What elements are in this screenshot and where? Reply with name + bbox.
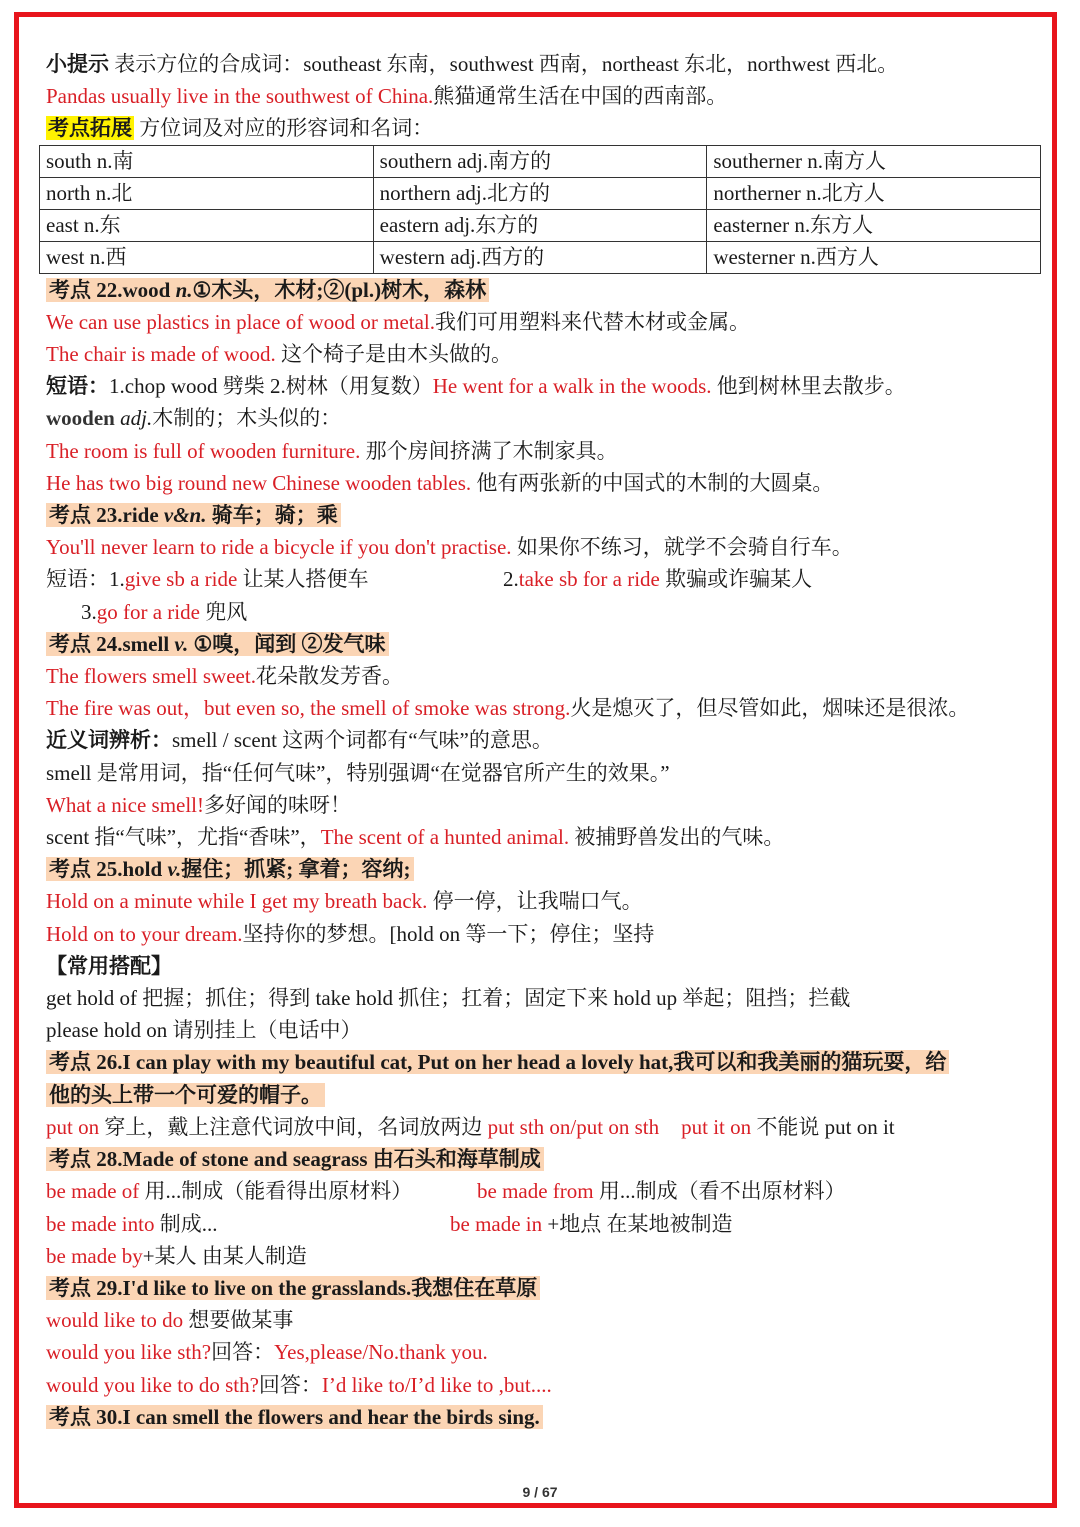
phrase-col-1 [46,1208,450,1240]
wooden-cn: 木制的；木头似的： [152,406,342,431]
tip-text: 表示方位的合成词：southeast 东南，southwest 西南，northeast 东北，northwest 西北。 [109,52,899,76]
phrase-example-en: He went for a walk in the woods. [432,374,712,399]
point-26-heading-2 [46,1079,1041,1111]
point-23-example-1 [46,531,1041,563]
phrase-en: be made in [450,1211,543,1236]
phrase-cn: 回答： [258,1372,322,1397]
point-23-phrases [46,563,1041,595]
phrase-example-cn: 他到树林里去散步。 [711,374,906,399]
point-24-highlight [46,632,389,656]
table-row [40,177,1041,209]
tip-label: 小提示 [46,52,109,76]
table-cell: southern adj.南方的 [373,145,707,177]
table-cell: northerner n.北方人 [707,177,1041,209]
example-cn: 穿上，戴上注意代词放中间，名词放两边 [99,1114,488,1139]
table-cell: east n.东 [40,209,374,241]
extension-text: 方位词及对应的形容词和名词： [134,116,434,141]
point-24-example-2 [46,692,1041,724]
extension-line [46,112,1041,144]
phrase-col-1 [46,563,503,595]
example-cn: 花朵散发芳香。 [255,664,403,689]
point-30-head: 考点 30.I can smell the flowers and hear the birds sing. [46,1405,543,1429]
point-24-synonyms-3 [46,821,1041,853]
phrase-num: 3. [81,599,97,624]
example-en: The chair is made of wood. [46,342,276,367]
point-25-example-2 [46,918,1041,950]
table-cell: northern adj.北方的 [373,177,707,209]
example-en: You'll never learn to ride a bicycle if you don't practise. [46,535,512,560]
point-22-example-3 [46,435,1041,467]
point-28-head: 考点 28.Made of stone and seagrass 由石头和海草制成 [46,1147,544,1171]
table-cell: south n.南 [40,145,374,177]
phrase-en: be made by [46,1243,143,1268]
point-24-rest: ①嗅，闻到 ②发气味 [188,631,386,656]
point-22-rest: ①木头，木材;②(pl.)树木，森林 [192,277,487,302]
example-en: Hold on to your dream. [46,921,243,946]
phrase-cn: 让某人搭便车 [237,567,369,592]
page-number: 9 / 67 [522,1484,558,1500]
point-24-synonyms [46,724,1041,756]
point-29-line-1 [46,1304,1041,1336]
synonym-text: smell 是常用词，指“任何气味”，特别强调“在觉器官所产生的效果。” [46,760,670,785]
direction-table [39,145,1041,274]
phrase-en: be made from [477,1179,594,1204]
phrase-cn: 兜风 [199,599,248,624]
point-24-synonyms-2 [46,757,1041,789]
point-29-line-2 [46,1336,1041,1368]
example-en: He has two big round new Chinese wooden tables. [46,470,472,495]
wooden-pos: adj. [120,406,153,431]
phrase-cn: 制成... [154,1211,218,1236]
point-22-wooden [46,402,1041,434]
point-22-pos: n. [175,277,193,302]
example-cn: 多好闻的味呀！ [204,792,352,817]
phrase-text: 1.chop wood 劈柴 2.树林（用复数） [109,374,433,399]
point-29-head: 考点 29.I'd like to live on the grasslands.我想住在草原 [46,1276,540,1300]
point-28-line-2 [46,1208,1041,1240]
page-content [46,48,1041,1433]
table-cell: easterner n.东方人 [707,209,1041,241]
point-22-head: 考点 22.wood [49,277,176,302]
point-23-pos: v&n. [163,503,207,528]
point-25-pos: v. [167,857,182,882]
phrase-en: take sb for a ride [518,567,660,592]
phrase-cn: +某人 由某人制造 [142,1243,307,1268]
example-cn: 停一停，让我喘口气。 [427,889,643,914]
point-26-heading-1 [46,1046,1041,1078]
phrase-en: would you like sth? [46,1340,212,1365]
example-en: put on [46,1114,100,1139]
point-23-highlight [46,503,341,527]
phrase-cn: 回答： [211,1340,275,1365]
table-cell: west n.西 [40,241,374,273]
example-cn: 火是熄灭了，但尽管如此，烟味还是很浓。 [570,696,970,721]
example-cn: 如果你不练习，就学不会骑自行车。 [511,535,853,560]
table-cell: westerner n.西方人 [707,241,1041,273]
example-cn: 我们可用塑料来代替木材或金属。 [435,309,751,334]
table-row [40,241,1041,273]
tip-example [46,80,1041,112]
phrase-en: go for a ride [96,599,200,624]
example-en: The flowers smell sweet. [46,664,256,689]
example-cn: 他有两张新的中国式的木制的大圆桌。 [471,470,834,495]
phrase-en: be made of [46,1179,140,1204]
point-23-head: 考点 23.ride [49,503,164,528]
phrase-en: would like to do [46,1308,184,1333]
point-29-line-3 [46,1369,1041,1401]
table-cell: eastern adj.东方的 [373,209,707,241]
point-24-example-3 [46,789,1041,821]
point-22-example-4 [46,467,1041,499]
phrase-cn: 用...制成（看不出原材料） [593,1179,846,1204]
point-25-highlight [46,857,414,881]
example-cn: 被捕野兽发出的气味。 [569,825,785,850]
table-cell: north n.北 [40,177,374,209]
phrase-num: 2. [503,567,519,592]
point-24-example-1 [46,660,1041,692]
point-22-highlight [46,278,489,302]
phrase-en: be made into [46,1211,155,1236]
point-23-heading [46,499,1041,531]
example-cn: 这个椅子是由木头做的。 [275,342,513,367]
phrase-label: 短语：1. [46,567,125,592]
example-en: We can use plastics in place of wood or metal. [46,309,436,334]
phrase-cn: 想要做某事 [183,1308,294,1333]
phrase-en: give sb a ride [124,567,238,592]
phrase-col-1 [46,1175,477,1207]
point-22-heading [46,274,1041,306]
point-24-heading [46,628,1041,660]
point-29-heading [46,1272,1041,1304]
example-en: put it on [681,1114,752,1139]
phrase-cn: 欺骗或诈骗某人 [659,567,813,592]
point-28-line-3 [46,1240,1041,1272]
example-en: The scent of a hunted animal. [320,825,570,850]
extension-label: 考点拓展 [48,116,132,141]
table-cell: southerner n.南方人 [707,145,1041,177]
point-23-rest: 骑车；骑；乘 [206,503,338,528]
point-23-phrase-3 [46,596,1041,628]
point-30-heading [46,1401,1041,1433]
point-24-head: 考点 24.smell [49,631,175,656]
point-22-phrases [46,370,1041,402]
point-22-example-1 [46,306,1041,338]
example-en: The room is full of wooden furniture. [46,438,361,463]
phrase-en: I’d like to/I’d like to ,but.... [321,1372,552,1397]
point-26-example [46,1111,1041,1143]
point-25-head: 考点 25.hold [49,857,168,882]
point-25-collocation-1: get hold of 把握；抓住；得到 take hold 抓住；扛着；固定下来 hold up 举起；阻挡；拦截 [46,986,851,1011]
point-25-example-1 [46,885,1041,917]
example-cn: 不能说 put on it [751,1114,895,1139]
example-cn: 坚持你的梦想。[hold on 等一下；停住；坚持 [242,921,655,946]
phrase-cn: 用...制成（能看得出原材料） [139,1179,413,1204]
synonym-text: scent 指“气味”，尤指“香味”， [46,825,321,850]
point-25-collocation-2: please hold on 请别挂上（电话中） [46,1018,362,1043]
point-25-rest: 握住；抓紧; 拿着；容纳; [181,857,411,882]
tip-example-en: Pandas usually live in the southwest of China. [46,84,434,109]
table-row [40,145,1041,177]
table-cell: western adj.西方的 [373,241,707,273]
tip-example-cn: 熊猫通常生活在中国的西南部。 [433,84,728,109]
point-26-line-1: 考点 26.I can play with my beautiful cat, Put on her head a lovely hat,我可以和我美丽的猫玩耍，给 [46,1050,949,1074]
phrase-label: 短语： [46,374,109,399]
example-en: put sth on/put on sth [487,1114,660,1139]
point-25-heading [46,853,1041,885]
point-28-heading [46,1143,1041,1175]
example-en: Hold on a minute while I get my breath back. [46,889,428,914]
table-row [40,209,1041,241]
phrase-cn: +地点 在某地被制造 [542,1211,733,1236]
tip-line [46,48,1041,80]
synonym-text: smell / scent 这两个词都有“气味”的意思。 [172,728,553,753]
point-28-line-1 [46,1175,1041,1207]
example-en: What a nice smell! [46,792,205,817]
point-26-line-2: 他的头上带一个可爱的帽子。 [46,1083,325,1107]
synonym-label: 近义词辨析： [46,728,172,753]
example-cn: 那个房间挤满了木制家具。 [360,438,618,463]
point-25-collocation-label: 【常用搭配】 [46,953,172,978]
example-en: The fire was out，but even so, the smell of smoke was strong. [46,696,571,721]
phrase-en: Yes,please/No.thank you. [274,1340,488,1365]
point-24-pos: v. [174,631,189,656]
phrase-en: would you like to do sth? [46,1372,259,1397]
point-22-example-2 [46,338,1041,370]
wooden-word: wooden [46,406,121,431]
